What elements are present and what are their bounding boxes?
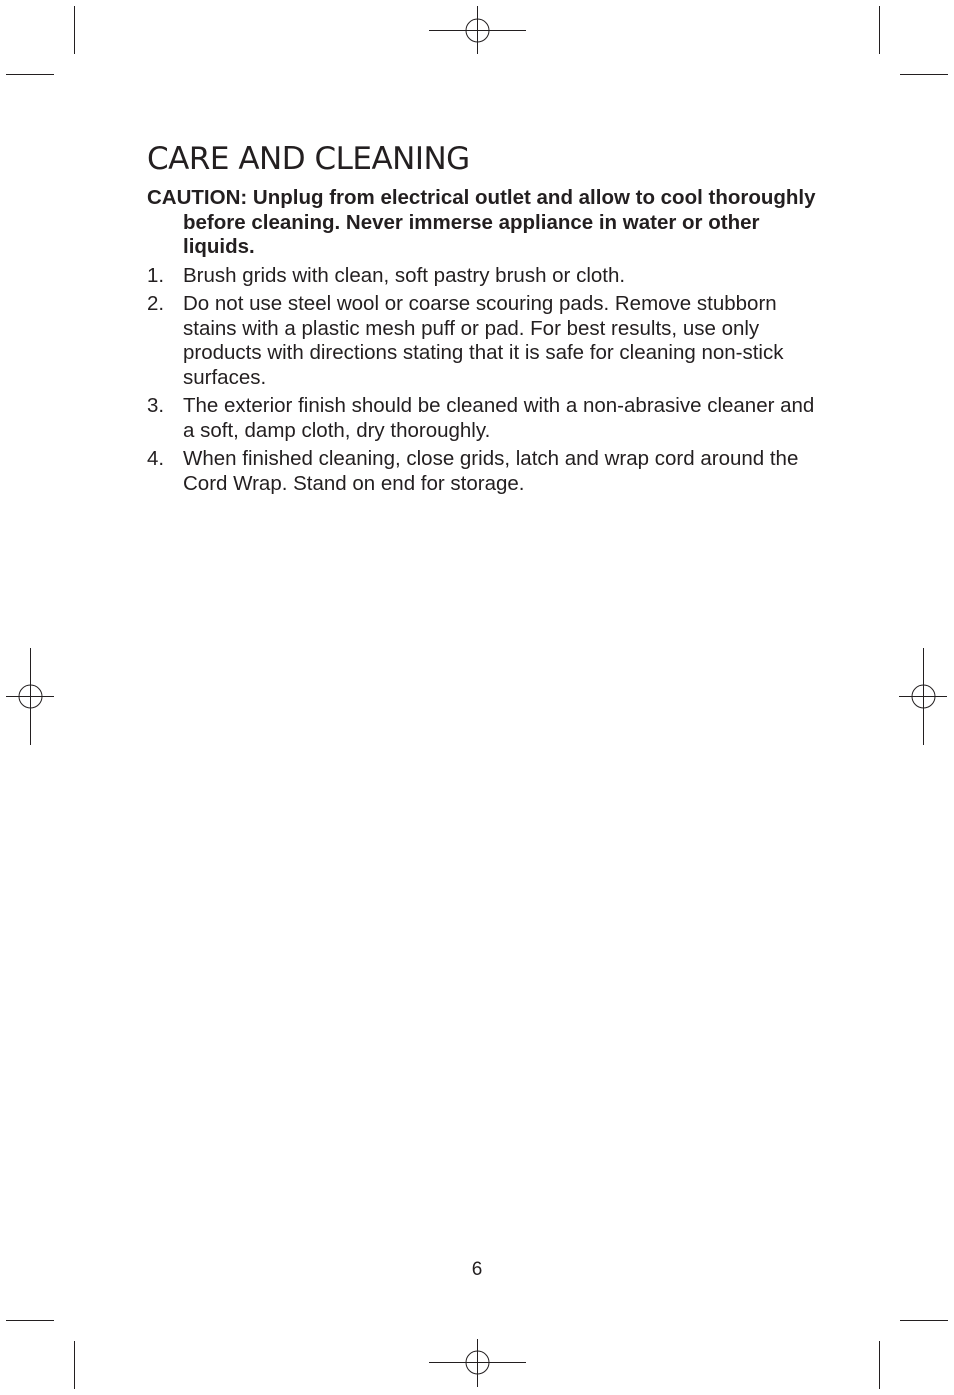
step-number: 2. xyxy=(147,292,165,315)
registration-target-left xyxy=(6,648,54,745)
list-item xyxy=(147,264,817,289)
page-number: 6 xyxy=(471,1259,483,1280)
step-number: 1. xyxy=(147,263,165,287)
page-title: CARE AND CLEANING xyxy=(147,141,470,177)
list-item xyxy=(147,292,817,390)
registration-target-bottom xyxy=(429,1339,526,1387)
step-text: Brush grids with clean, soft pastry brush or cloth. xyxy=(183,263,626,287)
registration-target-right xyxy=(899,648,947,745)
cleaning-steps-list xyxy=(147,264,817,497)
care-and-cleaning-section xyxy=(147,140,817,500)
list-item xyxy=(147,447,817,496)
step-text: Do not use steel wool or coarse scouring pads. Remove stubborn stains with a plastic mesh puff or pad. For best results, use only products with directions stating that it is safe for cleaning non-stick surfaces. xyxy=(183,292,784,389)
step-number: 4. xyxy=(147,447,165,470)
step-text: The exterior finish should be cleaned with a non-abrasive cleaner and a soft, damp cloth, dry thoroughly. xyxy=(183,394,815,442)
registration-target-top xyxy=(429,6,526,54)
list-item xyxy=(147,394,817,443)
step-text: When finished cleaning, close grids, latch and wrap cord around the Cord Wrap. Stand on end for storage. xyxy=(183,447,799,495)
caution-notice: CAUTION: Unplug from electrical outlet and allow to cool thoroughly before cleaning. Never immerse appliance in water or other liquids. xyxy=(147,186,816,258)
step-number: 3. xyxy=(147,394,165,417)
